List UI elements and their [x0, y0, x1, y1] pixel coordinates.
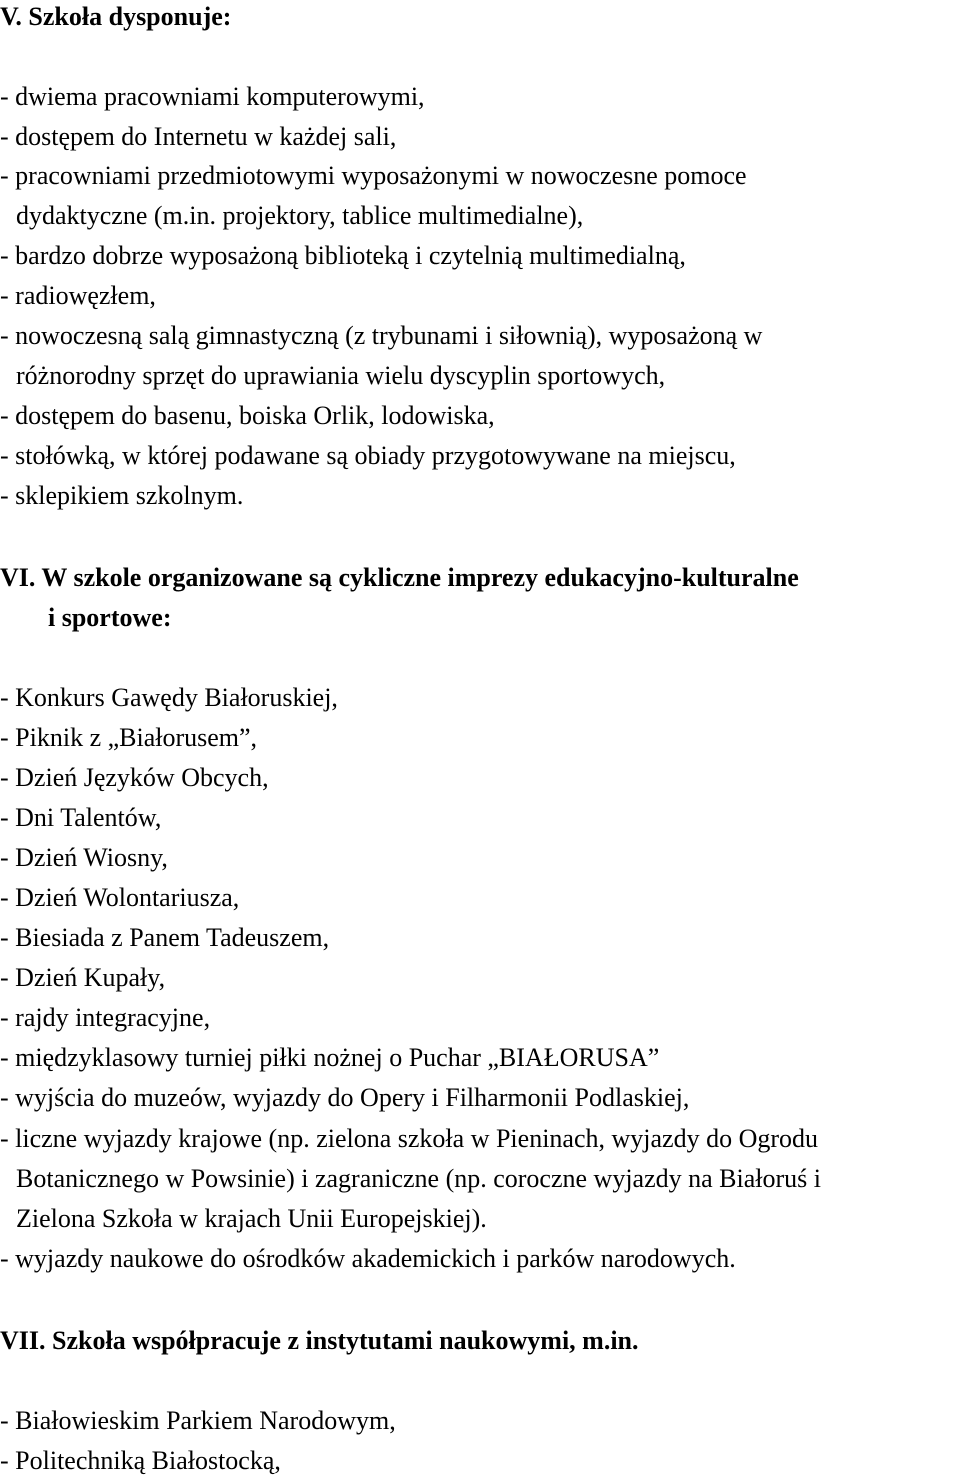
- list-item-continuation: Zielona Szkoła w krajach Unii Europejskiej).: [16, 1204, 487, 1233]
- list-item: - dostępem do basenu, boiska Orlik, lodowiska,: [0, 401, 495, 430]
- section-5-heading: V. Szkoła dysponuje:: [0, 2, 232, 31]
- list-item: - Biesiada z Panem Tadeuszem,: [0, 923, 330, 952]
- list-item: - wyjścia do muzeów, wyjazdy do Opery i Filharmonii Podlaskiej,: [0, 1083, 690, 1112]
- list-item: - Dni Talentów,: [0, 803, 162, 832]
- list-item: - sklepikiem szkolnym.: [0, 481, 244, 510]
- list-item: - radiowęzłem,: [0, 281, 156, 310]
- section-6-heading-continuation: i sportowe:: [48, 603, 172, 632]
- list-item: - międzyklasowy turniej piłki nożnej o Puchar „BIAŁORUSA”: [0, 1043, 660, 1072]
- list-item: - dostępem do Internetu w każdej sali,: [0, 122, 397, 151]
- list-item: - pracowniami przedmiotowymi wyposażonymi w nowoczesne pomoce: [0, 161, 747, 190]
- list-item: - rajdy integracyjne,: [0, 1003, 211, 1032]
- list-item: - dwiema pracowniami komputerowymi,: [0, 82, 425, 111]
- list-item: - Dzień Kupały,: [0, 963, 166, 992]
- list-item: - Dzień Wiosny,: [0, 843, 168, 872]
- list-item-continuation: różnorodny sprzęt do uprawiania wielu dyscyplin sportowych,: [16, 361, 666, 390]
- list-item: - stołówką, w której podawane są obiady przygotowywane na miejscu,: [0, 441, 736, 470]
- list-item: - Konkurs Gawędy Białoruskiej,: [0, 683, 338, 712]
- list-item: - Dzień Wolontariusza,: [0, 883, 240, 912]
- list-item: - liczne wyjazdy krajowe (np. zielona szkoła w Pieninach, wyjazdy do Ogrodu: [0, 1124, 819, 1153]
- section-6-heading: VI. W szkole organizowane są cykliczne imprezy edukacyjno-kulturalne: [0, 563, 799, 592]
- list-item-continuation: dydaktyczne (m.in. projektory, tablice multimedialne),: [16, 201, 584, 230]
- section-7-heading: VII. Szkoła współpracuje z instytutami naukowymi, m.in.: [0, 1326, 639, 1355]
- list-item: - Politechniką Białostocką,: [0, 1446, 281, 1475]
- list-item: - wyjazdy naukowe do ośrodków akademickich i parków narodowych.: [0, 1244, 736, 1273]
- list-item: - bardzo dobrze wyposażoną biblioteką i czytelnią multimedialną,: [0, 241, 686, 270]
- list-item: - Dzień Języków Obcych,: [0, 763, 269, 792]
- list-item: - Białowieskim Parkiem Narodowym,: [0, 1406, 396, 1435]
- list-item-continuation: Botanicznego w Powsinie) i zagraniczne (np. coroczne wyjazdy na Białoruś i: [16, 1164, 821, 1193]
- list-item: - Piknik z „Białorusem”,: [0, 723, 258, 752]
- list-item: - nowoczesną salą gimnastyczną (z trybunami i siłownią), wyposażoną w: [0, 321, 763, 350]
